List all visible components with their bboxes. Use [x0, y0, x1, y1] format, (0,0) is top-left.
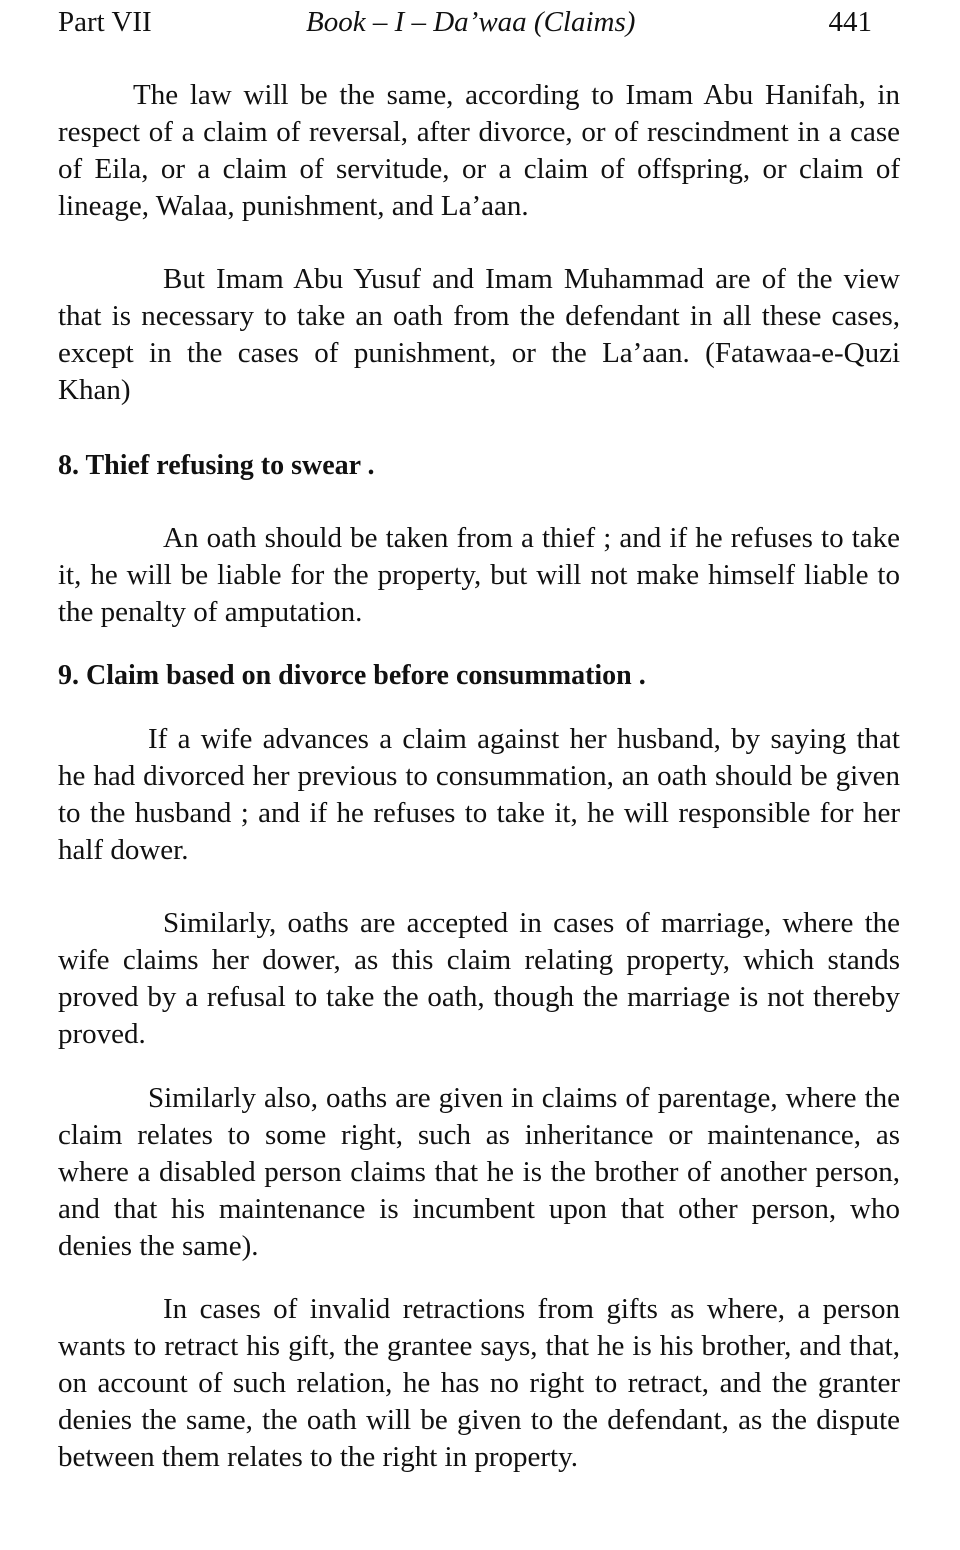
paragraph-wife-claim: If a wife advances a claim against her husband, by saying that he had divorced her previous to consummation, an oath should be given to the husband ; and if he refuses to take it, he will responsible for her half dower.	[58, 723, 900, 866]
paragraph-thief-oath: An oath should be taken from a thief ; and if he refuses to take it, he will be liable for the property, but will not make himself liable to the penalty of amputation.	[58, 522, 900, 628]
part-label: Part VII	[58, 6, 152, 38]
paragraph-gift-retraction: In cases of invalid retractions from gifts as where, a person wants to retract his gift, the grantee says, that he is his brother, and that, on account of such relation, he has no right to retract, and the granter denies the same, the oath will be given to the defendant, as the dispute between them relates to the right in property.	[58, 1293, 900, 1473]
section-heading-9: 9. Claim based on divorce before consummation .	[58, 660, 646, 691]
running-header	[58, 4, 872, 40]
section-heading-8: 8. Thief refusing to swear .	[58, 450, 375, 481]
page-number: 441	[828, 6, 872, 38]
paragraph-parentage: Similarly also, oaths are given in claims of parentage, where the claim relates to some right, such as inheritance or maintenance, as where a disabled person claims that he is the brother of another person, and that his maintenance is incumbent upon that other person, who denies the same).	[58, 1082, 900, 1262]
paragraph-abu-yusuf: But Imam Abu Yusuf and Imam Muhammad are of the view that is necessary to take an oath from the defendant in all these cases, except in the cases of punishment, or the La’aan. (Fatawaa-e-Quzi Khan)	[58, 263, 900, 406]
paragraph-abu-hanifah: The law will be the same, according to Imam Abu Hanifah, in respect of a claim of reversal, after divorce, or of rescindment in a case of Eila, or a claim of servitude, or a claim of offspring, or claim of lineage, Walaa, punishment, and La’aan.	[58, 79, 900, 222]
book-title: Book – I – Da’waa (Claims)	[306, 6, 636, 38]
paragraph-marriage-dower: Similarly, oaths are accepted in cases of marriage, where the wife claims her dower, as this claim relating property, which stands proved by a refusal to take the oath, though the marriage is not thereby proved.	[58, 907, 900, 1050]
